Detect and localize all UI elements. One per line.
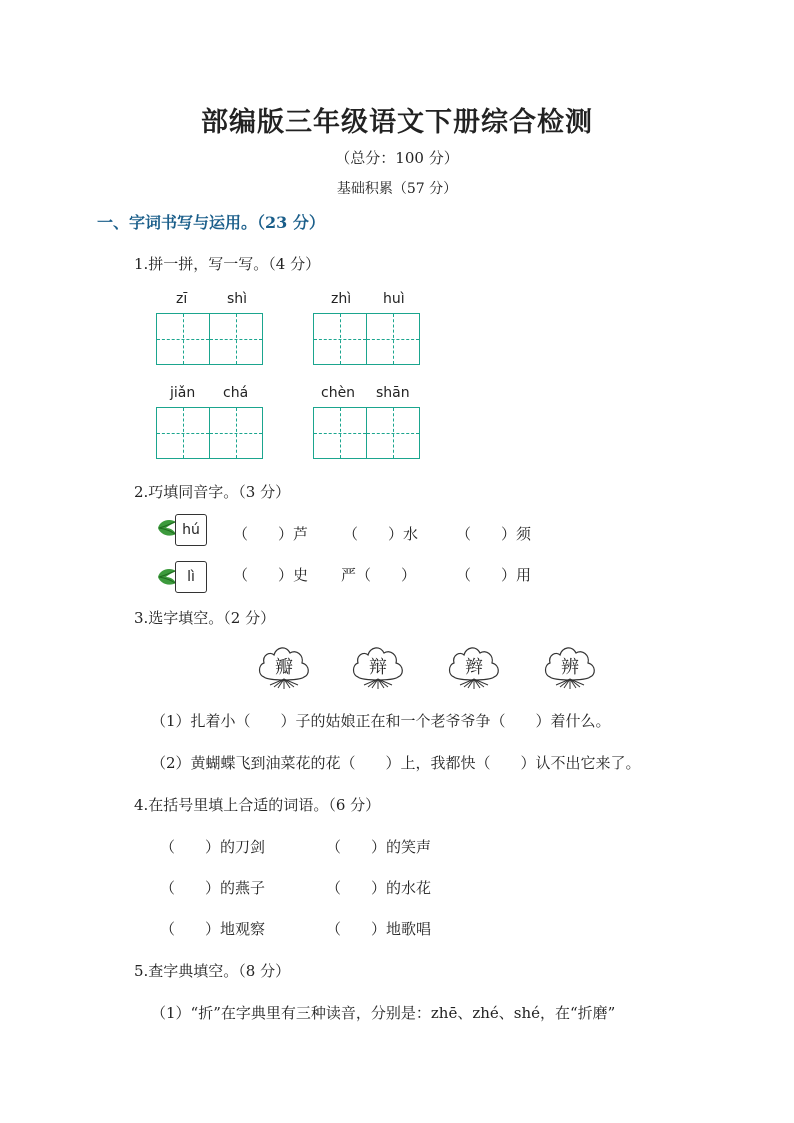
pinyin: shān xyxy=(376,385,410,401)
writing-grid[interactable] xyxy=(156,313,263,365)
flower-option xyxy=(350,641,406,697)
fill-item: （ ）用 xyxy=(456,566,532,584)
pinyin: jiǎn xyxy=(170,385,196,401)
flower-option xyxy=(542,641,598,697)
part1-heading: 一、字词书写与运用。（23 分） xyxy=(97,213,325,232)
fill-item: （ ）史 xyxy=(233,566,309,584)
option-char: 瓣 xyxy=(275,657,293,678)
q3-sentence-2: （2）黄蝴蝶飞到油菜花的花（ ）上，我都快（ ）认不出它来了。 xyxy=(151,754,641,772)
writing-grid[interactable] xyxy=(313,313,420,365)
total-score: （总分：100 分） xyxy=(335,149,459,167)
q1-label: 1.拼一拼，写一写。（4 分） xyxy=(134,255,321,273)
fill-item: （ ）的笑声 xyxy=(326,838,432,856)
writing-grid[interactable] xyxy=(156,407,263,459)
fill-item: （ ）地歌唱 xyxy=(326,920,432,938)
pinyin: chèn xyxy=(321,385,356,401)
pinyin: shì xyxy=(227,291,248,307)
fill-item: （ ）的刀剑 xyxy=(160,838,266,856)
q3-label: 3.选字填空。（2 分） xyxy=(134,609,276,627)
fill-item: （ ）芦 xyxy=(233,525,309,543)
q2-label: 2.巧填同音字。（3 分） xyxy=(134,483,291,501)
pinyin: chá xyxy=(223,385,249,401)
fill-item: （ ）的燕子 xyxy=(160,879,266,897)
fill-item: （ ）的水花 xyxy=(326,879,432,897)
pinyin-box: lì xyxy=(175,561,207,593)
flower-option xyxy=(446,641,502,697)
q3-sentence-1: （1）扎着小（ ）子的姑娘正在和一个老爷爷争（ ）着什么。 xyxy=(151,712,611,730)
flower-option xyxy=(256,641,312,697)
option-char: 辩 xyxy=(369,657,387,678)
q4-label: 4.在括号里填上合适的词语。（6 分） xyxy=(134,796,381,814)
option-char: 辨 xyxy=(561,657,579,678)
fill-item: 严（ ） xyxy=(341,566,417,584)
fill-item: （ ）须 xyxy=(456,525,532,543)
section-basic: 基础积累（57 分） xyxy=(336,181,458,197)
q5-sentence-1: （1）“折”在字典里有三种读音，分别是：zhē、zhé、shé，在“折磨” xyxy=(151,1004,616,1022)
pinyin: zī xyxy=(176,291,188,307)
pinyin-box: hú xyxy=(175,514,207,546)
writing-grid[interactable] xyxy=(313,407,420,459)
pinyin: huì xyxy=(383,291,405,307)
fill-item: （ ）水 xyxy=(343,525,419,543)
page-title: 部编版三年级语文下册综合检测 xyxy=(201,107,593,138)
option-char: 辫 xyxy=(465,657,483,678)
fill-item: （ ）地观察 xyxy=(160,920,266,938)
pinyin: zhì xyxy=(331,291,352,307)
q5-label: 5.查字典填空。（8 分） xyxy=(134,962,291,980)
